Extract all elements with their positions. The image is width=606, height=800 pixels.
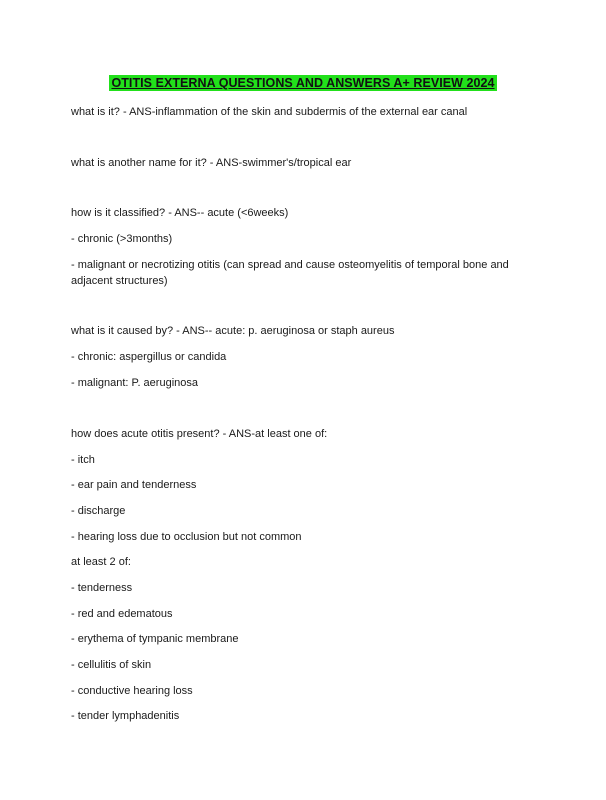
qa-line-13: - hearing loss due to occlusion but not common [71,531,302,543]
document-title: OTITIS EXTERNA QUESTIONS AND ANSWERS A+ REVIEW 2024 [111,76,495,90]
qa-line-8: - malignant: P. aeruginosa [71,377,198,389]
qa-line-5: - malignant or necrotizing otitis (can spread and cause osteomyelitis of temporal bone and adjacent structures) [71,259,509,287]
qa-line-11: - ear pain and tenderness [71,479,197,491]
qa-line-1: what is it? - ANS-inflammation of the skin and subdermis of the external ear canal [71,106,468,118]
qa-line-19: - conductive hearing loss [71,685,193,697]
title-container [0,74,606,92]
qa-line-12: - discharge [71,505,126,517]
qa-line-15: - tenderness [71,582,133,594]
qa-line-6: what is it caused by? - ANS-- acute: p. aeruginosa or staph aureus [71,325,395,337]
qa-line-14: at least 2 of: [71,556,131,568]
qa-line-2: what is another name for it? - ANS-swimmer's/tropical ear [71,157,352,169]
qa-line-17: - erythema of tympanic membrane [71,633,239,645]
qa-line-20: - tender lymphadenitis [71,710,180,722]
qa-line-4: - chronic (>3months) [71,233,173,245]
qa-line-3: how is it classified? - ANS-- acute (<6weeks) [71,207,289,219]
qa-line-18: - cellulitis of skin [71,659,152,671]
qa-line-10: - itch [71,454,95,466]
qa-line-16: - red and edematous [71,608,173,620]
qa-line-9: how does acute otitis present? - ANS-at least one of: [71,428,328,440]
qa-line-7: - chronic: aspergillus or candida [71,351,227,363]
